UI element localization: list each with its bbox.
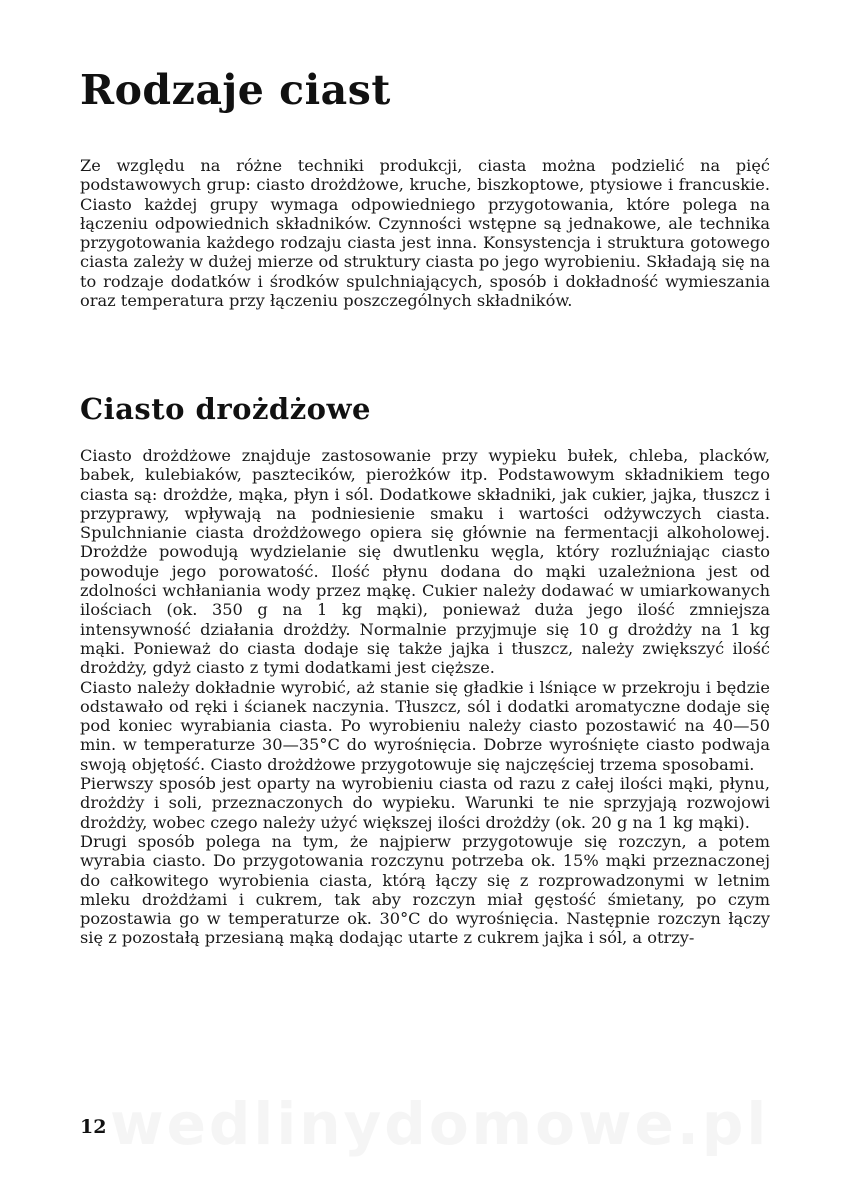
page-title: Rodzaje ciast [80, 66, 391, 114]
page-number: 12 [80, 1116, 107, 1138]
section-body [80, 446, 770, 948]
body-paragraph: Ciasto należy dokładnie wyrobić, aż stanie się gładkie i lśniące w przekroju i będzie odstawało od ręki i ścianek naczynia. Tłuszcz, sól i dodatki aromatyczne dodaje się pod koniec wyrabiania ciasta. Po wyrobieniu należy ciasto pozostawić na 40—50 min. w temperaturze 30—35°C do wyrośnięcia. Dobrze wyrośnięte ciasto podwaja swoją objętość. Ciasto drożdżowe przygotowuje się najczęściej trzema sposobami. [80, 677, 770, 774]
body-paragraph: Pierwszy sposób jest oparty na wyrobieniu ciasta od razu z całej ilości mąki, płynu, drożdży i soli, przeznaczonych do wypieku. Warunki te nie sprzyjają rozwojowi drożdży, wobec czego należy użyć większej ilości drożdży (ok. 20 g na 1 kg mąki). [80, 774, 770, 832]
watermark: wedlinydomowe.pl [110, 1090, 770, 1158]
body-paragraph: Ciasto drożdżowe znajduje zastosowanie przy wypieku bułek, chleba, placków, babek, kulebiaków, pasztecików, pierożków itp. Podstawowym składnikiem tego ciasta są: drożdże, mąka, płyn i sól. Dodatkowe składniki, jak cukier, jajka, tłuszcz i przyprawy, wpływają na podniesienie smaku i wartości odżywczych ciasta. Spulchnianie ciasta drożdżowego opiera się głównie na fermentacji alkoholowej. Drożdże powodują wydzielanie się dwutlenku węgla, który rozluźniając ciasto powoduje jego porowatość. Ilość płynu dodana do mąki uzależniona jest od zdolności wchłaniania wody przez mąkę. Cukier należy dodawać w umiarkowanych ilościach (ok. 350 g na 1 kg mąki), ponieważ duża jego ilość zmniejsza intensywność działania drożdży. Normalnie przyjmuje się 10 g drożdży na 1 kg mąki. Ponieważ do ciasta dodaje się także jajka i tłuszcz, należy zwiększyć ilość drożdży, gdyż ciasto z tymi dodatkami jest cięższe. [80, 446, 770, 678]
intro-paragraph: Ze względu na różne techniki produkcji, ciasta można podzielić na pięć podstawowych grup: ciasto drożdżowe, kruche, biszkoptowe, ptysiowe i francuskie. Ciasto każdej grupy wymaga odpowiedniego przygotowania, które polega na łączeniu odpowiednich składników. Czynności wstępne są jednakowe, ale technika przygotowania każdego rodzaju ciasta jest inna. Konsystencja i struktura gotowego ciasta zależy w dużej mierze od struktury ciasta po jego wyrobieniu. Składają się na to rodzaje dodatków i środków spulchniających, sposób i dokładność wymieszania oraz temperatura przy łączeniu poszczególnych składników. [80, 156, 770, 311]
body-paragraph: Drugi sposób polega na tym, że najpierw przygotowuje się rozczyn, a potem wyrabia ciasto. Do przygotowania rozczynu potrzeba ok. 15% mąki przeznaczonej do całkowitego wyrobienia ciasta, którą łączy się z rozprowadzonymi w letnim mleku drożdżami i cukrem, tak aby rozczyn miał gęstość śmietany, po czym pozostawia go w temperaturze ok. 30°C do wyrośnięcia. Następnie rozczyn łączy się z pozostałą przesianą mąką dodając utarte z cukrem jajka i sól, a otrzy- [80, 831, 770, 948]
section-heading: Ciasto drożdżowe [80, 392, 371, 426]
